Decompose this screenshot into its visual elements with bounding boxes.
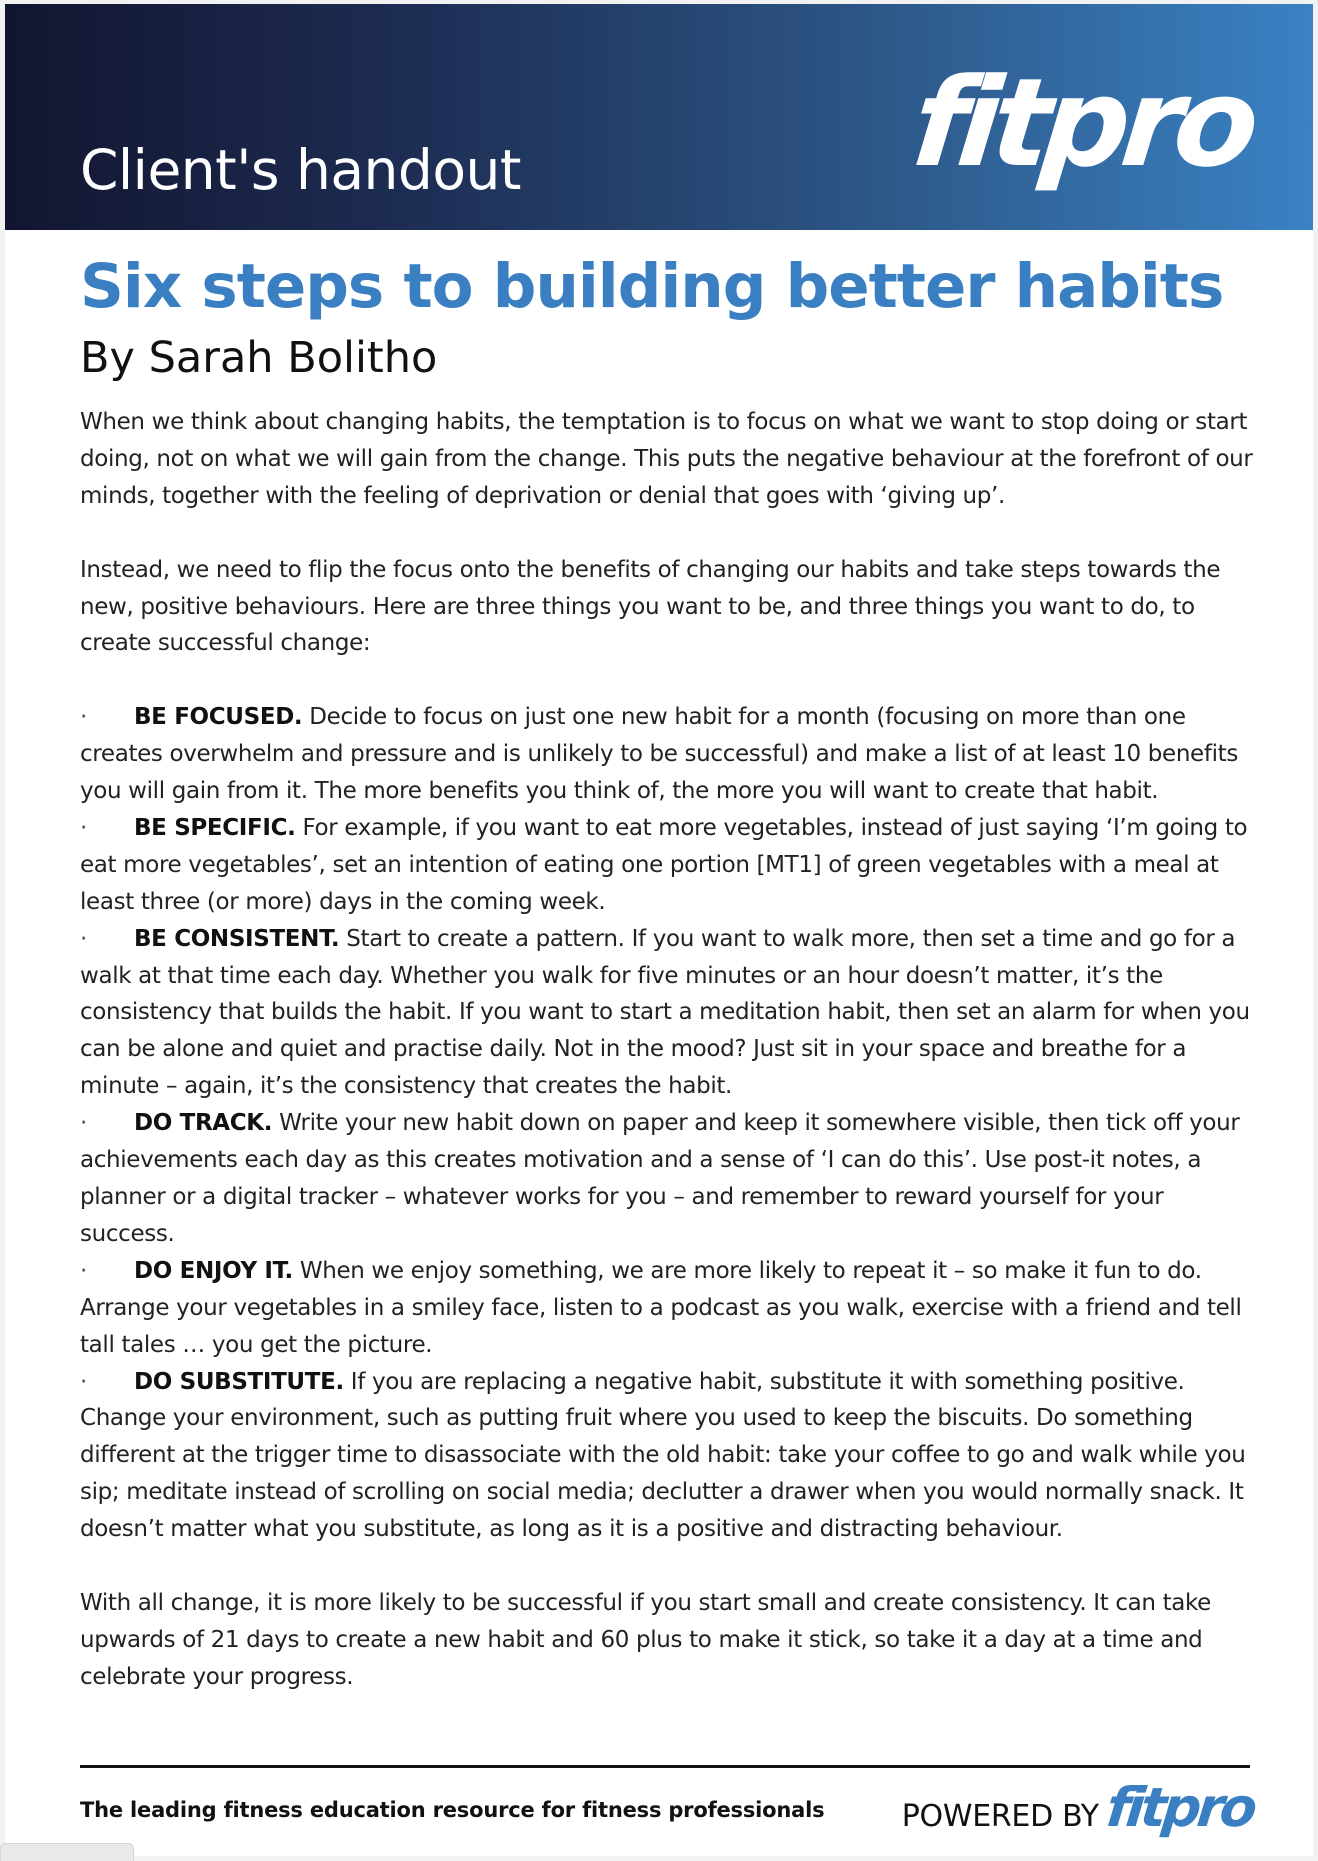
article-body	[80, 404, 1260, 1696]
bullet-icon: ·	[80, 1368, 87, 1395]
step-item	[80, 810, 1260, 921]
step-heading: DO TRACK.	[134, 1110, 273, 1137]
conclusion-paragraph: With all change, it is more likely to be successful if you start small and create consistency. It can take upwards of 21 days to create a new habit and 60 plus to make it stick, so take it a day at a time and celebrate your progress.	[80, 1589, 1211, 1690]
handout-label: Client's handout	[80, 138, 521, 202]
step-text: Start to create a pattern. If you want to walk more, then set a time and go for a walk at that time each day. Whether you walk for five minutes or an hour doesn’t matter, it’s the consistency that builds the habit. If you want to start a meditation habit, then set an alarm for when you can be alone and quiet and practise daily. Not in the mood? Just sit in your space and breathe for a minute – again, it’s the consistency that creates the habit.	[80, 925, 1250, 1100]
bullet-icon: ·	[80, 925, 87, 952]
powered-by	[901, 1776, 1257, 1839]
footer-tagline: The leading fitness education resource for fitness professionals	[80, 1798, 825, 1822]
intro-paragraph: When we think about changing habits, the temptation is to focus on what we want to stop doing or start doing, not on what we will gain from the change. This puts the negative behaviour at the forefront of our minds, together with the feeling of deprivation or denial that goes with ‘giving up’.	[80, 409, 1253, 509]
fitpro-footer-logo: fitpro	[1103, 1776, 1257, 1839]
step-heading: DO ENJOY IT.	[134, 1257, 293, 1284]
powered-by-label: POWERED BY	[901, 1799, 1099, 1834]
step-text: If you are replacing a negative habit, substitute it with something positive. Change your environment, such as putting fruit where you used to keep the biscuits. Do something different at the trigger time to disassociate with the old habit: take your coffee to go and walk while you sip; meditate instead of scrolling on social media; declutter a drawer when you would normally snack. It doesn’t matter what you substitute, as long as it is a positive and distracting behaviour.	[80, 1368, 1246, 1543]
step-item	[80, 1105, 1260, 1253]
bullet-icon: ·	[80, 1110, 87, 1137]
step-heading: DO SUBSTITUTE.	[134, 1368, 344, 1395]
article-title: Six steps to building better habits	[80, 251, 1224, 322]
step-heading: BE CONSISTENT.	[134, 925, 340, 952]
article-byline: By Sarah Bolitho	[80, 333, 438, 383]
step-text: Write your new habit down on paper and keep it somewhere visible, then tick off your achievements each day as this creates motivation and a sense of ‘I can do this’. Use post-it notes, a planner or a digital tracker – whatever works for you – and remember to reward yourself for your success.	[80, 1110, 1240, 1247]
header-banner	[5, 4, 1313, 230]
footer-divider	[80, 1765, 1250, 1768]
step-item	[80, 699, 1260, 810]
bullet-icon: ·	[80, 704, 87, 731]
step-item	[80, 1364, 1260, 1549]
step-item	[80, 1253, 1260, 1364]
bullet-icon: ·	[80, 1257, 87, 1284]
step-text: Decide to focus on just one new habit for a month (focusing on more than one creates overwhelm and pressure and is unlikely to be successful) and make a list of at least 10 benefits you will gain from it. The more benefits you think of, the more you will want to create that habit.	[80, 704, 1238, 805]
step-text: When we enjoy something, we are more likely to repeat it – so make it fun to do. Arrange your vegetables in a smiley face, listen to a podcast as you walk, exercise with a friend and tell tall tales … you get the picture.	[80, 1257, 1242, 1358]
fitpro-logo: fitpro	[907, 52, 1259, 194]
handout-page	[5, 4, 1313, 1856]
step-heading: BE SPECIFIC.	[134, 814, 296, 841]
bullet-icon: ·	[80, 814, 87, 841]
viewer-corner-tab[interactable]	[0, 1843, 134, 1861]
step-item	[80, 921, 1260, 1106]
step-heading: BE FOCUSED.	[134, 704, 303, 731]
intro-paragraph: Instead, we need to flip the focus onto the benefits of changing our habits and take steps towards the new, positive behaviours. Here are three things you want to be, and three things you want to do, to create successful change:	[80, 556, 1221, 657]
step-text: For example, if you want to eat more vegetables, instead of just saying ‘I’m going to eat more vegetables’, set an intention of eating one portion [MT1] of green vegetables with a meal at least three (or more) days in the coming week.	[80, 814, 1248, 915]
